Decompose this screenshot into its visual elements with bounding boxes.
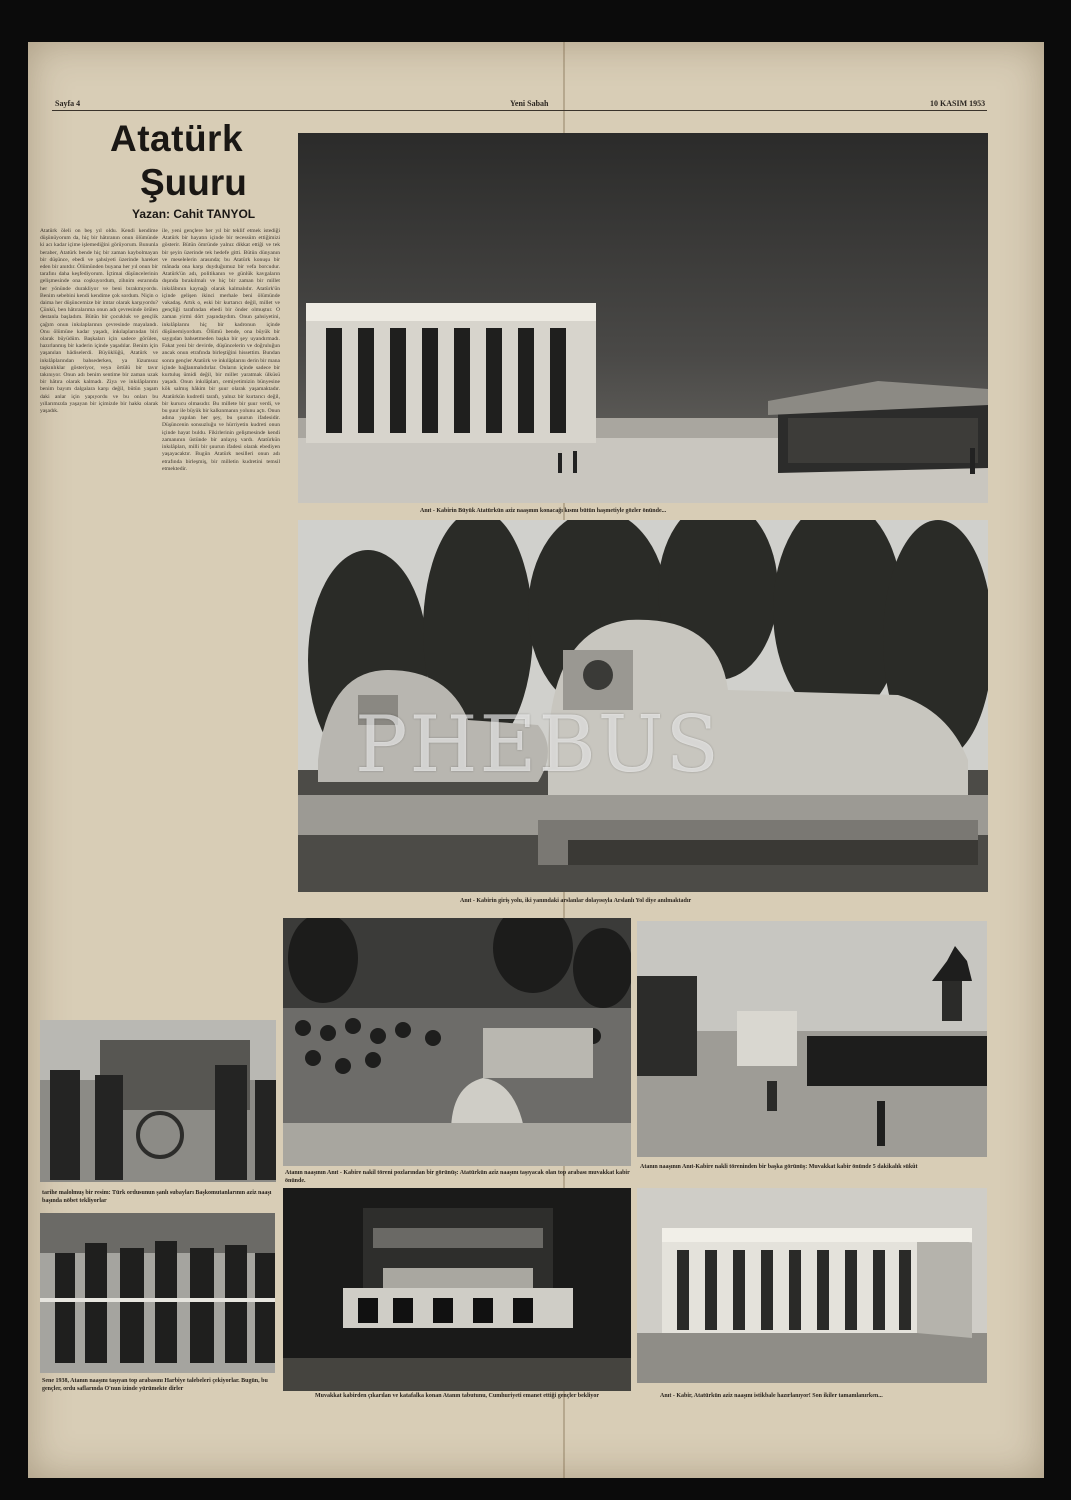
issue-date: 10 KASIM 1953 (930, 99, 986, 108)
caption-photo-8: Anıt - Kabir, Atatürkün aziz naaşını istikbale hazırlanıyor! Son ikiler tamamlanırken... (660, 1393, 883, 1399)
article-column-1: Atatürk öleli on beş yıl oldu. Kendi kendime düşünüyorum da, hiç bir hâtıranın onun ölümünde ki acı kadar içime işlemediğini görüyorum. Bununla beraber, Atatürk bende hiç bir zaman kaybolmayan bir düşünce, ebedi ve şahsiyeti üzerinde hareket eden bir anıtdır. Ölümünden buyana her yıl onun bir tarafını daha keşfediyorum. İçtimai düşüncelerinin gelişmesinde ona coşkuyordum, zihnim esrarında her yönünde durakliyor ve beni bırakmıyordu. Benim sebebini kendi kendime çok sordum. Niçin o daima her düşüncemize bir imtar olarak karşıyordu? Çünkü, ben hâtıralarıma onun adı çevresinde örülen destanla başladım. Bütün bir çocukluk ve gençlik çağım onun inkılaplarının çevresinde mayalandı. Onu ölümüne kadar yaşadı, inkılaplarından biri olarak büyüdüm. Başkaları için sadece görülen, hazırlanmış bir kaderin içinde yaşadılar. Benim için yaşanılan hâdiselerdi. Büyüklüğü, Atatürk ve inkılâplarından bahsederken, ya lüzumsuz taşkınlıklar gösteriyor, veya örtülü bir tavır takınıyor. Onun adı benim sentime bir zaman uzak bir hâtıra olarak kalmadı. Ziya ve inkılâplarımı benim bayım dalgalara karşı değil, bütün yaşam daki anlar için yapıyordu ve bu onları bu yıllarımızda yaşayan bir içimizde bir hakkı olarak yaşadık. (40, 228, 158, 415)
watermark-text: PHEBUS (355, 700, 721, 790)
caption-photo-6: Sene 1938, Atanın naaşını taşıyan top arabasını Harbiye talebeleri çekiyorlar. Bugün, bu gençler, ordu saflarında O'nun izinde yürümekte dirler (42, 1378, 268, 1392)
photo-cadets-gun-carriage (40, 1213, 275, 1373)
newspaper-name: Yeni Sabah (510, 99, 549, 108)
photo-mausoleum-completion (637, 1188, 987, 1383)
article-title-line-2: Şuuru (140, 162, 247, 203)
article-title-line-1: Atatürk (110, 118, 244, 159)
caption-photo-7: Muvakkat kabirden çıkarılan ve katafalka konan Atanın tabutunu, Cumhuriyeti emanet ettiği gençler bekliyor (315, 1393, 600, 1399)
photo-mausoleum-hall (298, 133, 988, 503)
caption-photo-5: tarihe malolmuş bir resim: Türk ordusunun şanlı subayları Başkomutanlarının aziz naaşı başında nöbet tekliyorlar (42, 1190, 272, 1204)
caption-photo-3: Atanın naaşının Anıt - Kabire nakil töreni pozlarından bir görünüş: Atatürkün aziz naaşını taşıyacak olan top arabası muvakkat kabir önünde. (285, 1170, 630, 1184)
header-rule (52, 110, 987, 111)
article-byline: Yazan: Cahit TANYOL (132, 207, 256, 221)
caption-photo-1: Anıt - Kabirin Büyük Atatürkün aziz naaşının konacağı kısmı bütün haşmetiyle gözler önünde... (420, 508, 667, 514)
page-number: Sayfa 4 (55, 99, 81, 108)
photo-transfer-ceremony (283, 918, 631, 1166)
photo-silence-ceremony (637, 921, 987, 1157)
caption-photo-2: Anıt - Kabirin giriş yolu, iki yanındaki arslanlar dolayısıyla Arslanlı Yol diye anılmaktadır (460, 898, 692, 904)
caption-photo-4: Atanın naaşının Anıt-Kabire nakli töreninden bir başka görünüş: Muvakkat kabir önünde 5 dakikalık sükût (640, 1164, 918, 1170)
photo-officers-guard (40, 1020, 276, 1182)
article-column-2: ile, yeni gençlere her yıl bir teklif etmek istediği Atatürk bir hayatın içinde bir tecessüm ettiğimizi gösterir. Bütün ömründe yalnız dikkat ettiği ve tek bir şeyin üzerinde tek hedefe gitti. Bütün dünyanın ve meselelerin arasında; bu Atatürk konuşu bir mânada ona karşı duyduğumuz bir vefa borcudur. Atatürk'ün adı, politikanın ve günlük kavgaların dışında bırakılmalı ve hiç bir zaman bir millet inkılâbının kaynağı olarak kalmalıdır. Atatürk'ün içinde gelişen ikinci merhale beni ölümünde vakadaş. Artık o, eski bir kurtarıcı değil, millet ve gençliği tarafından ebedi bir önder olmuştur. O zaman yirmi dört yaşındaydım. Onun şahsiyetini, inkılâplarını hiç bir kadronun içinde düşünemiyordum. Ölümü bende, ona büyük bir saygıdan bahsetmeden başka bir şey uyandırmadı. Fakat yeni bir devirde, düşüncelerin ve doğruluğun ancak onun etrafında birleştiğini hissettim. Bundan sonra gençler Atatürk ve inkılâplarını derin bir mana içinde bağlanmalıdırlar. Onların içinde sadece bir kurtuluş ümidi değil, bir millet yaratmak ülküsü yaşadı. Onun inkılâpları, cemiyetimizin bünyesine kök salmış hâkim bir şuur olarak yaşamaktadır. Atatürkün kudretli tarafı, yalnız bir kurtarıcı değil, bir kurucu olmasıdır. Bu millete bir şuur verdi, ve bu şuur ile büyük bir kalkınmanın yolunu açtı. Onun adına yapılan her şey, bu şuurun ifadesidir. Düşüncenin sonsuzluğu ve hürriyetin kudreti onun içinde hayat buldu. Fikirlerinin gelişmesinde kendi zamanının üstünde bir anlayış vardı. Atatürkün inkılâpları, milli bir şuurun ifadesi olarak ebediyen yaşayacaktır. Bugün Atatürk nesilleri onun adı etrafında birleşmiş, bir milletin kudretini temsil etmektedir. (162, 228, 280, 472)
photo-catafalque (283, 1188, 631, 1391)
